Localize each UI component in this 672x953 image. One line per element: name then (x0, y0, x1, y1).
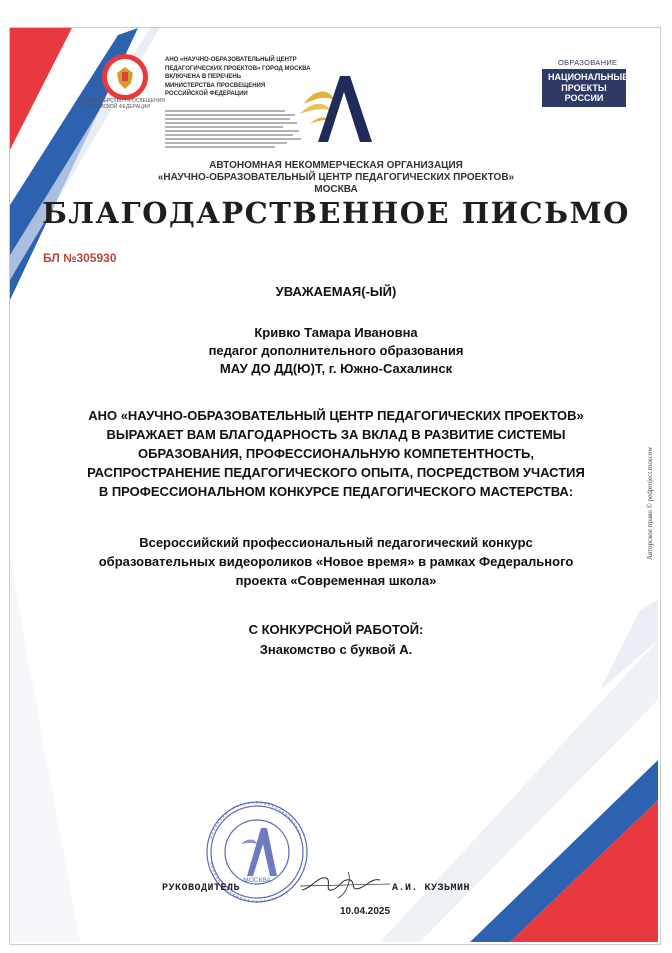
org-accreditation-block: АНО «НАУЧНО-ОБРАЗОВАТЕЛЬНЫЙ ЦЕНТР ПЕДАГОГИЧЕСКИХ ПРОЕКТОВ» ГОРОД МОСКВА ВКЛЮЧЕНА В ПЕРЕЧЕНЬ МИНИСТЕРСТВА ПРОСВЕЩЕНИЯ РОССИЙСКОЙ ФЕДЕРАЦИИ (165, 57, 311, 97)
recipient-institution: МАУ ДО ДД(Ю)Т, г. Южно-Сахалинск (219, 361, 453, 376)
legal-fine-print (165, 108, 305, 150)
national-projects-logo: ОБРАЗОВАНИЕ НАЦИОНАЛЬНЫЕ ПРОЕКТЫ РОССИИ (542, 58, 634, 107)
recipient-name: Кривко Тамара Ивановна (254, 325, 418, 340)
contest-description: Всероссийский профессиональный педагогический конкурс образовательных видеороликов «Новое время» в рамках Федерального проекта «Современная школа» (98, 535, 574, 588)
center-logo-icon (296, 70, 376, 150)
certificate-number: БЛ №305930 (43, 251, 117, 265)
ministry-caption: МИНИСТЕРСТВО ПРОСВЕЩЕНИЯ РОССИЙСКОЙ ФЕДЕРАЦИИ (82, 98, 165, 110)
gratitude-statement: АНО «НАУЧНО-ОБРАЗОВАТЕЛЬНЫЙ ЦЕНТР ПЕДАГОГИЧЕСКИХ ПРОЕКТОВ» ВЫРАЖАЕТ ВАМ БЛАГОДАРНОСТЬ ЗА ВКЛАД В РАЗВИТИЕ СИСТЕМЫ ОБРАЗОВАНИЯ, ПРОФЕССИОНАЛЬНУЮ КОМПЕТЕНТНОСТЬ, РАСПРОСТРАНЕНИЕ ПЕДАГОГИЧЕСКОГО ОПЫТА, ПОСРЕДСТВОМ УЧАСТИЯ В ПРОФЕССИОНАЛЬНОМ КОНКУРСЕ ПЕДАГОГИЧЕСКОГО МАСТЕРСТВА: (87, 408, 585, 499)
ministry-emblem-icon (100, 52, 150, 102)
work-title: Знакомство с буквой А. (259, 642, 413, 657)
national-projects-box: НАЦИОНАЛЬНЫЕ ПРОЕКТЫ РОССИИ (542, 69, 626, 107)
greeting: УВАЖАЕМАЯ(-ЫЙ) (275, 284, 397, 299)
head-name: А.И. КУЗЬМИН (392, 883, 471, 894)
work-label: С КОНКУРСНОЙ РАБОТОЙ: (248, 622, 424, 637)
stamp-logo-icon (247, 828, 277, 876)
competition-work (0, 620, 672, 660)
recipient-position: педагог дополнительного образования (208, 343, 464, 358)
stamp-city: МОСКВА (243, 877, 271, 884)
issue-date: 10.04.2025 (340, 906, 391, 917)
side-copyright: Авторское право © pedproject.moscow (646, 446, 654, 560)
document-title: БЛАГОДАРСТВЕННОЕ ПИСЬМО (42, 196, 630, 230)
head-label: РУКОВОДИТЕЛЬ (162, 883, 241, 894)
recipient-block (0, 324, 672, 378)
org-title: АВТОНОМНАЯ НЕКОММЕРЧЕСКАЯ ОРГАНИЗАЦИЯ «НАУЧНО-ОБРАЗОВАТЕЛЬНЫЙ ЦЕНТР ПЕДАГОГИЧЕСКИХ ПРОЕКТОВ» МОСКВА (157, 160, 515, 195)
signature-mark (298, 866, 393, 900)
